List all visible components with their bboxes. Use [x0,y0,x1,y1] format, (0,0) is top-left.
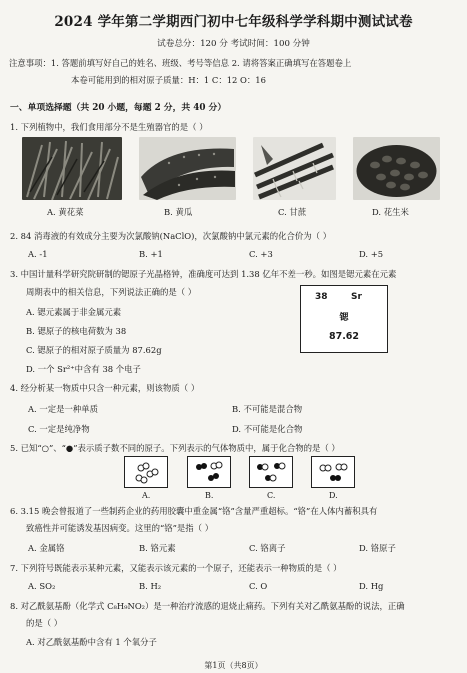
element-name: 锶 [339,313,349,323]
question-6-stem-cont: 致癌性并可能诱发基因病变。这里的“铬”是指（ ） [26,523,214,533]
q4-option-d: D. 不可能是化合物 [232,424,303,434]
notes-line-2: 本卷可能用到的相对原子质量：H：1 C：12 O：16 [71,75,266,85]
photo-peanut [353,137,440,200]
sugarcane-image [253,137,336,200]
element-symbol: Sr [351,292,362,302]
notes-text-1: 1. 答题前填写好自己的姓名、班级、考号等信息 2. 请将答案正确填写在答题卷上 [50,58,352,68]
page-footer: 第1页（共8页） [204,661,263,670]
notes-line-1 [9,55,459,72]
question-7-stem: 7. 下列符号既能表示某种元素，又能表示该元素的一个原子，还能表示一种物质的是（ ） [10,563,342,573]
periodic-element-card [300,285,388,353]
question-8-stem-cont: 的是（ ） [26,618,63,628]
question-3-stem: 3. 中国计量科学研究院研制的锶原子光晶格钟，准确度可达到 1.38 亿年不差一秒。如图是锶元素在元素 [10,269,397,279]
q6-option-c: C. 铬离子 [249,543,286,553]
q8-option-a: A. 对乙酰氨基酚中含有 1 个氧分子 [26,637,157,647]
molecule-diagram-b [188,457,230,487]
daylily-image [22,137,122,200]
question-8-stem: 8. 对乙酰氨基酚（化学式 C₈H₉NO₂）是一种治疗流感的退烧止痛药。下列有关对乙酰氨基酚的说法，正确 [10,601,405,611]
q2-option-a: A. -1 [28,249,48,259]
q7-option-c: C. O [249,581,268,591]
molecule-box-c [249,456,293,488]
molecule-box-a [124,456,168,488]
q2-option-c: C. +3 [249,249,273,259]
q5-option-a: A. [142,491,151,500]
q5-option-c: C. [267,491,276,500]
cucumber-image [139,137,236,200]
photo-sugarcane [253,137,336,200]
question-6-stem: 6. 3.15 晚会曾报道了一些制药企业的药用胶囊中重金属“铬”含量严重超标。“铬”在人体内蓄积具有 [10,506,378,516]
section-heading: 一、单项选择题（共 20 小题，每题 2 分，共 40 分） [10,103,227,113]
q6-option-a: A. 金属铬 [28,543,65,553]
q4-option-a: A. 一定是一种单质 [28,404,98,414]
question-4-stem: 4. 经分析某一物质中只含一种元素，则该物质（ ） [10,383,200,393]
q1-option-d: D. 花生米 [372,207,409,217]
q7-option-d: D. Hg [359,581,384,591]
q2-option-b: B. +1 [139,249,163,259]
peanut-image [353,137,440,200]
molecule-diagram-a [125,457,167,487]
question-1-stem: 1. 下列植物中，我们食用部分不是生殖器官的是（ ） [10,122,208,132]
q7-option-b: B. H₂ [139,581,162,591]
q7-option-a: A. SO₂ [28,581,56,591]
q1-option-a: A. 黄花菜 [47,207,84,217]
q3-option-b: B. 锶原子的核电荷数为 38 [26,326,127,336]
exam-notes [9,55,459,89]
molecule-diagram-c [250,457,292,487]
element-atomic-mass: 87.62 [328,331,360,342]
q4-option-b: B. 不可能是混合物 [232,404,303,414]
q3-option-c: C. 锶原子的相对原子质量为 87.62g [26,345,162,355]
photo-daylily [22,137,122,200]
notes-label: 注意事项： [9,58,51,68]
exam-title: 2024 学年第二学期西门初中七年级科学学科期中测试试卷 [54,14,413,30]
molecule-box-b [187,456,231,488]
q3-option-d: D. 一个 Sr²⁺中含有 38 个电子 [26,364,141,374]
question-2-stem: 2. 84 消毒液的有效成分主要为次氯酸钠(NaClO)，次氯酸钠中氯元素的化合价为（ ） [10,231,332,241]
q1-option-c: C. 甘蔗 [278,207,307,217]
molecule-box-d [311,456,355,488]
q6-option-d: D. 铬原子 [359,543,396,553]
question-5-stem: 5. 已知“○”、“●”表示质子数不同的原子。下列表示的气体物质中，属于化合物的是（ ） [10,443,340,453]
q2-option-d: D. +5 [359,249,384,259]
q5-option-d: D. [329,491,338,500]
q6-option-b: B. 铬元素 [139,543,176,553]
q1-option-b: B. 黄瓜 [164,207,193,217]
element-atomic-number: 38 [315,292,328,302]
photo-cucumber [139,137,236,200]
molecule-diagram-d [312,457,354,487]
q5-option-b: B. [205,491,214,500]
q3-option-a: A. 锶元素属于非金属元素 [26,307,122,317]
exam-subtitle: 试卷总分：120 分 考试时间：100 分钟 [157,39,310,49]
q4-option-c: C. 一定是纯净物 [28,424,90,434]
question-3-stem-cont: 周期表中的相关信息，下列说法正确的是（ ） [26,287,197,297]
